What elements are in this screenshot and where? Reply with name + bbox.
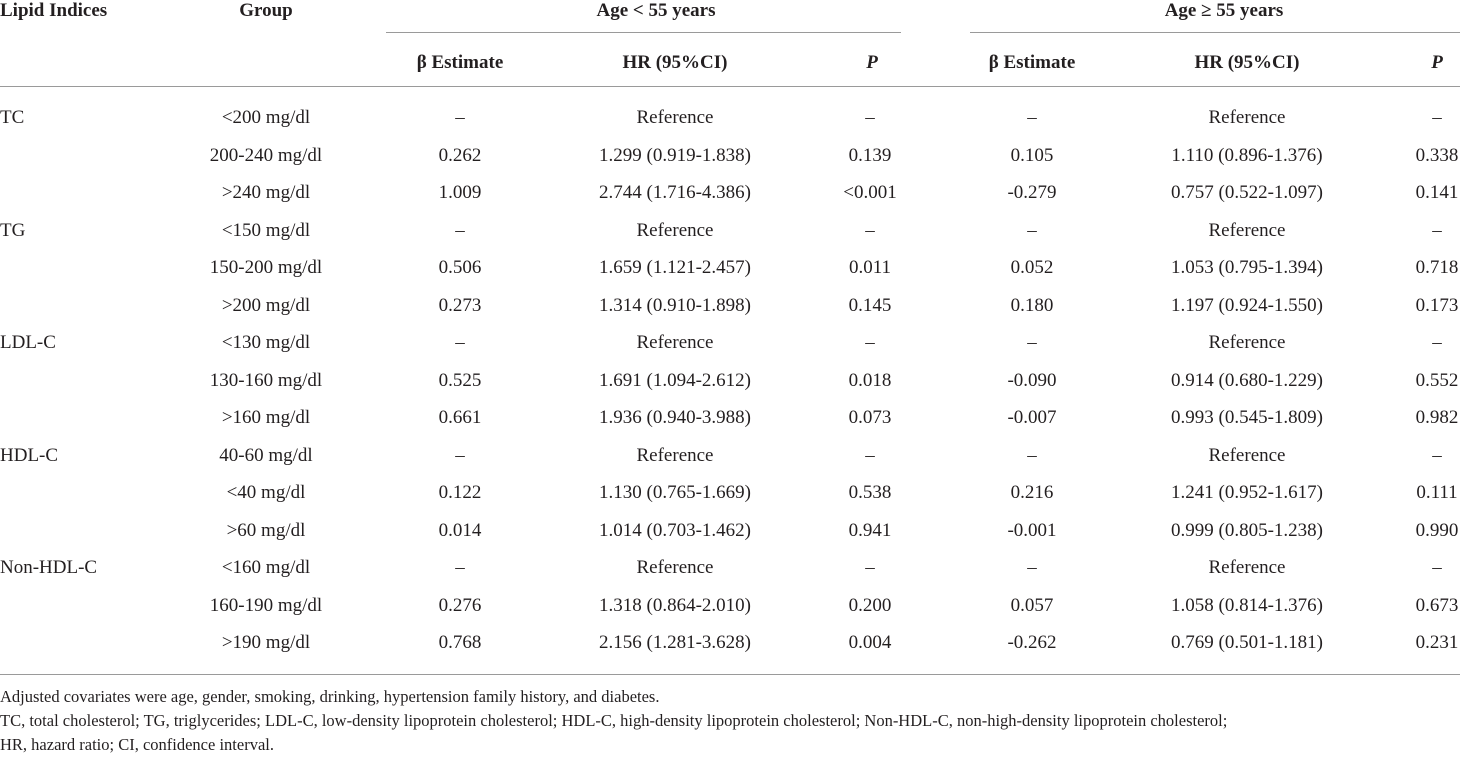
cell-beta-old: -0.001 [1007, 520, 1057, 541]
header-lipid-indices: Lipid Indices [0, 0, 108, 21]
cell-hr-old: Reference [1208, 332, 1286, 353]
cell-beta-young: 0.273 [438, 295, 482, 316]
header-p-old: P [1431, 52, 1443, 73]
cell-p-young: <0.001 [843, 182, 897, 203]
cell-group: <150 mg/dl [221, 220, 311, 241]
cell-hr-old: 1.110 (0.896-1.376) [1171, 145, 1323, 166]
cell-hr-young: 1.936 (0.940-3.988) [599, 407, 751, 428]
cell-hr-young: 1.014 (0.703-1.462) [599, 520, 751, 541]
header-hr-old: HR (95%CI) [1194, 52, 1300, 73]
cell-p-old: – [1432, 107, 1442, 128]
cell-beta-young: 0.122 [438, 482, 482, 503]
cell-p-young: 0.941 [848, 520, 892, 541]
cell-p-old: 0.673 [1415, 595, 1459, 616]
cell-lipid-index: LDL-C [0, 332, 56, 353]
cell-hr-old: 0.993 (0.545-1.809) [1171, 407, 1323, 428]
cell-p-old: – [1432, 445, 1442, 466]
cell-beta-old: 0.180 [1010, 295, 1054, 316]
header-beta-young: β Estimate [416, 52, 504, 73]
cell-p-old: – [1432, 332, 1442, 353]
cell-group: 160-190 mg/dl [209, 595, 323, 616]
cell-beta-young: 0.262 [438, 145, 482, 166]
cell-group: <130 mg/dl [221, 332, 311, 353]
cell-hr-young: Reference [636, 557, 714, 578]
cell-p-young: – [865, 332, 875, 353]
cell-beta-old: 0.105 [1010, 145, 1054, 166]
cell-beta-young: – [455, 557, 465, 578]
cell-hr-young: Reference [636, 107, 714, 128]
cell-p-old: 0.338 [1415, 145, 1459, 166]
cell-beta-young: – [455, 445, 465, 466]
cell-group: <40 mg/dl [226, 482, 306, 503]
cell-p-young: 0.145 [848, 295, 892, 316]
table-bottom-rule [0, 674, 1460, 675]
cell-beta-young: 1.009 [438, 182, 482, 203]
cell-group: 130-160 mg/dl [209, 370, 323, 391]
cell-beta-old: 0.052 [1010, 257, 1054, 278]
cell-hr-young: Reference [636, 445, 714, 466]
cell-p-young: 0.073 [848, 407, 892, 428]
cell-p-old: 0.990 [1415, 520, 1459, 541]
cell-hr-young: Reference [636, 332, 714, 353]
cell-p-young: 0.139 [848, 145, 892, 166]
cell-p-young: – [865, 107, 875, 128]
cell-p-young: 0.200 [848, 595, 892, 616]
cell-hr-old: Reference [1208, 445, 1286, 466]
cell-hr-young: 2.156 (1.281-3.628) [599, 632, 751, 653]
cell-p-young: 0.011 [848, 257, 892, 278]
cell-beta-young: 0.276 [438, 595, 482, 616]
cell-hr-old: 0.914 (0.680-1.229) [1171, 370, 1323, 391]
cell-p-old: 0.141 [1415, 182, 1459, 203]
cell-beta-old: – [1027, 220, 1037, 241]
cell-beta-old: – [1027, 557, 1037, 578]
cell-group: >240 mg/dl [221, 182, 311, 203]
cell-beta-young: 0.525 [438, 370, 482, 391]
cell-hr-young: Reference [636, 220, 714, 241]
span-rule-old [970, 32, 1460, 33]
header-bottom-rule [0, 86, 1460, 87]
cell-group: >60 mg/dl [226, 520, 306, 541]
cell-hr-old: 0.757 (0.522-1.097) [1171, 182, 1323, 203]
cell-p-old: 0.718 [1415, 257, 1459, 278]
cell-p-young: 0.538 [848, 482, 892, 503]
cell-beta-old: -0.262 [1007, 632, 1057, 653]
cell-beta-old: 0.057 [1010, 595, 1054, 616]
cell-hr-old: Reference [1208, 557, 1286, 578]
cell-hr-young: 1.318 (0.864-2.010) [599, 595, 751, 616]
cell-group: >160 mg/dl [221, 407, 311, 428]
cell-group: 150-200 mg/dl [209, 257, 323, 278]
cell-group: >200 mg/dl [221, 295, 311, 316]
cell-beta-old: – [1027, 445, 1037, 466]
cell-group: <200 mg/dl [221, 107, 311, 128]
cell-group: 40-60 mg/dl [219, 445, 313, 466]
cell-beta-old: -0.007 [1007, 407, 1057, 428]
cell-beta-old: -0.090 [1007, 370, 1057, 391]
cell-hr-old: 1.053 (0.795-1.394) [1171, 257, 1323, 278]
cell-p-old: 0.982 [1415, 407, 1459, 428]
cell-lipid-index: Non-HDL-C [0, 557, 98, 578]
cell-hr-young: 1.314 (0.910-1.898) [599, 295, 751, 316]
cell-hr-old: Reference [1208, 220, 1286, 241]
cell-beta-young: 0.014 [438, 520, 482, 541]
header-age-under-55: Age < 55 years [596, 0, 716, 21]
header-age-55-plus: Age ≥ 55 years [1164, 0, 1284, 21]
cell-p-old: 0.111 [1416, 482, 1458, 503]
cell-p-old: 0.231 [1415, 632, 1459, 653]
cell-p-old: 0.552 [1415, 370, 1459, 391]
cell-group: >190 mg/dl [221, 632, 311, 653]
header-hr-young: HR (95%CI) [622, 52, 728, 73]
footnote-abbreviations: TC, total cholesterol; TG, triglycerides; LDL-C, low-density lipoprotein cholesterol; HDL-C, high-density lipoprotein cholesterol; Non-HDL-C, non-high-density lipoprotein cholesterol; [0, 711, 1228, 730]
cell-hr-young: 1.130 (0.765-1.669) [599, 482, 751, 503]
cell-beta-young: – [455, 332, 465, 353]
cell-lipid-index: TG [0, 220, 26, 241]
cell-p-old: – [1432, 557, 1442, 578]
cell-p-young: 0.004 [848, 632, 892, 653]
cell-p-young: – [865, 220, 875, 241]
cell-hr-young: 1.691 (1.094-2.612) [599, 370, 751, 391]
footnote-covariates: Adjusted covariates were age, gender, smoking, drinking, hypertension family history, and diabetes. [0, 687, 660, 706]
cell-group: <160 mg/dl [221, 557, 311, 578]
cell-hr-old: 1.241 (0.952-1.617) [1171, 482, 1323, 503]
cell-beta-young: – [455, 220, 465, 241]
cell-beta-old: -0.279 [1007, 182, 1057, 203]
header-p-young: P [866, 52, 878, 73]
cell-p-young: 0.018 [848, 370, 892, 391]
cell-hr-young: 1.659 (1.121-2.457) [599, 257, 751, 278]
cell-beta-old: 0.216 [1010, 482, 1054, 503]
cell-p-old: 0.173 [1415, 295, 1459, 316]
footnote-abbreviations-cont: HR, hazard ratio; CI, confidence interval. [0, 735, 274, 754]
cell-hr-old: Reference [1208, 107, 1286, 128]
header-beta-old: β Estimate [988, 52, 1076, 73]
cell-p-young: – [865, 445, 875, 466]
cell-lipid-index: TC [0, 107, 25, 128]
cell-p-old: – [1432, 220, 1442, 241]
cell-beta-young: 0.661 [438, 407, 482, 428]
cell-beta-young: 0.506 [438, 257, 482, 278]
cell-hr-old: 1.197 (0.924-1.550) [1171, 295, 1323, 316]
cell-beta-young: – [455, 107, 465, 128]
cell-p-young: – [865, 557, 875, 578]
cell-hr-old: 0.769 (0.501-1.181) [1171, 632, 1323, 653]
cell-beta-old: – [1027, 332, 1037, 353]
cell-hr-young: 2.744 (1.716-4.386) [599, 182, 751, 203]
cell-hr-old: 1.058 (0.814-1.376) [1171, 595, 1323, 616]
cell-beta-young: 0.768 [438, 632, 482, 653]
cell-group: 200-240 mg/dl [209, 145, 323, 166]
cell-hr-young: 1.299 (0.919-1.838) [599, 145, 751, 166]
header-group: Group [239, 0, 293, 21]
span-rule-young [386, 32, 901, 33]
cell-beta-old: – [1027, 107, 1037, 128]
cell-lipid-index: HDL-C [0, 445, 59, 466]
cell-hr-old: 0.999 (0.805-1.238) [1171, 520, 1323, 541]
